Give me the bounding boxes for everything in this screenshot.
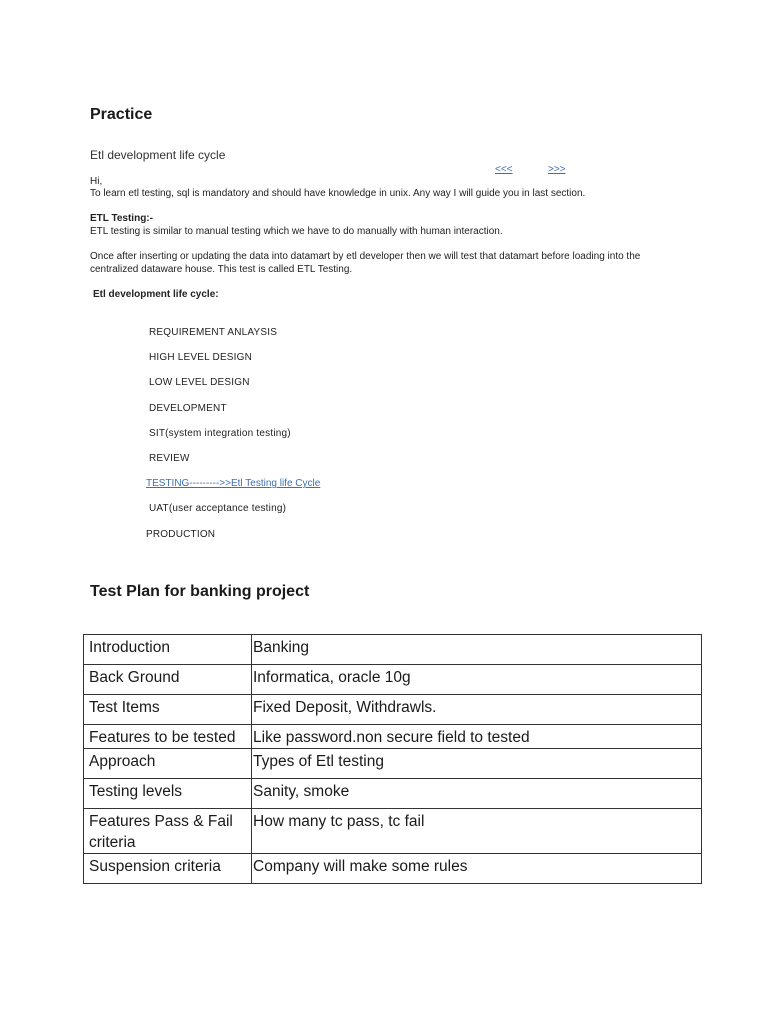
test-plan-title: Test Plan for banking project [90,583,310,600]
row-value: How many tc pass, tc fail [252,809,702,854]
row-label: Test Items [84,695,252,725]
table-row [84,695,702,725]
row-label: Features Pass & Fail criteria [84,809,252,854]
table-row [84,779,702,809]
lifecycle-step: UAT(user acceptance testing) [149,503,287,514]
table-row [84,725,702,749]
row-value: Company will make some rules [252,854,702,884]
etl-paragraph-line-2: centralized dataware house. This test is called ETL Testing. [90,264,353,275]
row-value: Banking [252,635,702,665]
lifecycle-step: PRODUCTION [146,529,216,540]
row-value: Fixed Deposit, Withdrawls. [252,695,702,725]
lifecycle-step: DEVELOPMENT [149,403,227,414]
test-plan-table [83,634,702,884]
table-row [84,809,702,854]
table-row [84,665,702,695]
lifecycle-heading: Etl development life cycle: [93,289,219,300]
lifecycle-step: SIT(system integration testing) [149,428,291,439]
etl-testing-life-cycle-link[interactable]: TESTING--------->>Etl Testing life Cycle [146,478,321,489]
lifecycle-step: LOW LEVEL DESIGN [149,377,250,388]
prev-link[interactable]: <<< [495,164,513,175]
table-row [84,854,702,884]
row-label: Features to be tested [84,725,252,749]
table-row [84,635,702,665]
row-value: Sanity, smoke [252,779,702,809]
etl-testing-description: ETL testing is similar to manual testing which we have to do manually with human interaction. [90,226,503,237]
intro-line: To learn etl testing, sql is mandatory and should have knowledge in unix. Any way I will guide you in last section. [90,188,586,199]
row-label: Back Ground [84,665,252,695]
etl-paragraph-line-1: Once after inserting or updating the data into datamart by etl developer then we will test that datamart before loading into the [90,251,641,262]
page-title: Practice [90,106,153,123]
etl-testing-heading: ETL Testing:- [90,213,153,224]
row-label: Testing levels [84,779,252,809]
row-label: Approach [84,749,252,779]
row-value: Informatica, oracle 10g [252,665,702,695]
row-value: Like password.non secure field to tested [252,725,702,749]
greeting: Hi, [90,176,103,187]
row-value: Types of Etl testing [252,749,702,779]
lifecycle-step: REVIEW [149,453,190,464]
next-link[interactable]: >>> [548,164,566,175]
row-label: Introduction [84,635,252,665]
lifecycle-step: HIGH LEVEL DESIGN [149,352,253,363]
page-subtitle: Etl development life cycle [90,148,226,162]
lifecycle-step: REQUIREMENT ANLAYSIS [149,327,278,338]
table-row [84,749,702,779]
row-label: Suspension criteria [84,854,252,884]
